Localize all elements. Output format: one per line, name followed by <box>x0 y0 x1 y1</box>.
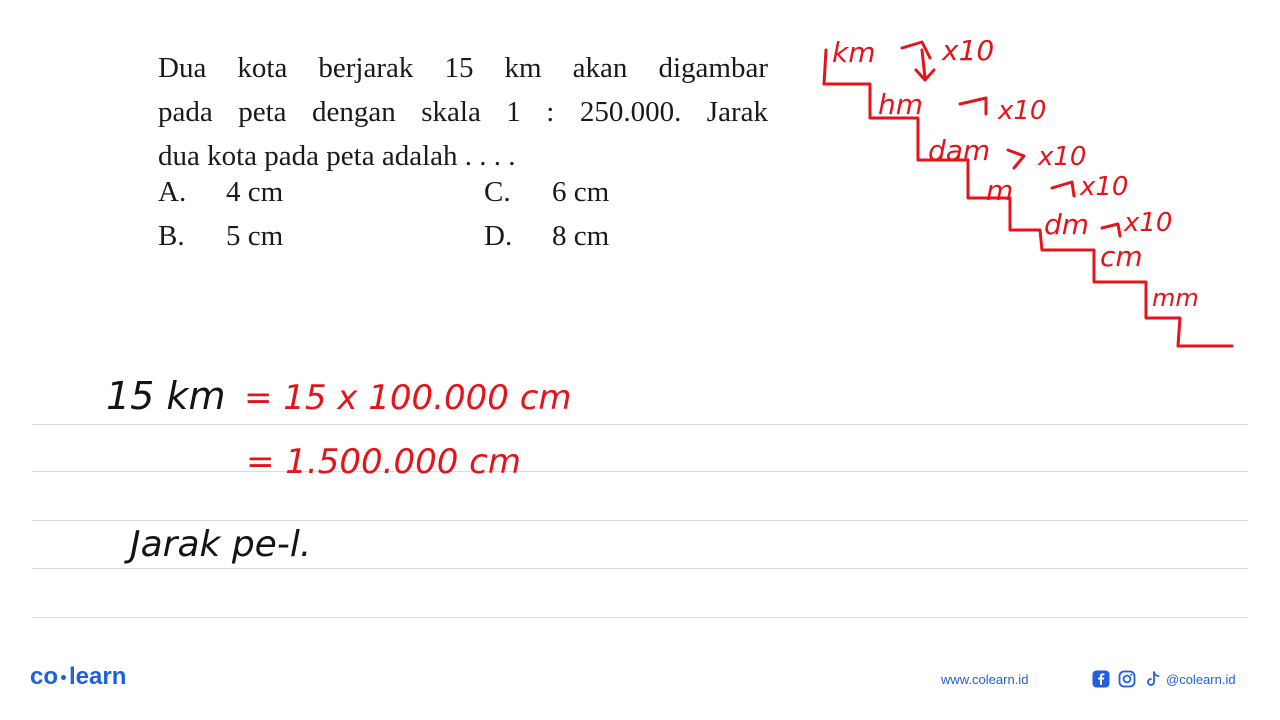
ladder-factor: x10 <box>1080 172 1129 202</box>
ladder-factor: x10 <box>1038 142 1087 172</box>
ladder-unit-hm: hm <box>878 88 924 121</box>
ladder-factor: x10 <box>942 34 995 67</box>
ruled-line <box>32 617 1248 618</box>
facebook-icon[interactable] <box>1092 670 1110 688</box>
question-line: pada peta dengan skala 1 : 250.000. Jarak <box>158 96 768 128</box>
ruled-line <box>32 520 1248 521</box>
question-text <box>158 46 768 178</box>
ruled-line <box>32 471 1248 472</box>
ladder-unit-dam: dam <box>928 134 991 167</box>
option-a: A. 4 cm <box>158 176 284 208</box>
ruled-line <box>32 424 1248 425</box>
colearn-logo: co learn <box>30 663 127 690</box>
ruled-line <box>32 568 1248 569</box>
question-line: Dua kota berjarak 15 km akan digambar <box>158 52 768 84</box>
ladder-unit-mm: mm <box>1152 284 1199 312</box>
ladder-factor: x10 <box>998 96 1047 126</box>
option-d: D. 8 cm <box>484 220 610 252</box>
ladder-unit-km: km <box>832 36 876 69</box>
work-line3: Jarak pe-l. <box>130 524 312 565</box>
social-handle[interactable]: @colearn.id <box>1166 672 1236 687</box>
instagram-icon[interactable] <box>1118 670 1136 688</box>
question-line: dua kota pada peta adalah . . . . <box>158 140 516 172</box>
option-b: B. 5 cm <box>158 220 284 252</box>
work-line1-left: 15 km <box>106 374 226 418</box>
ladder-factor: x10 <box>1124 208 1173 238</box>
option-c: C. 6 cm <box>484 176 610 208</box>
ladder-unit-dm: dm <box>1044 208 1090 241</box>
ladder-unit-m: m <box>986 174 1014 207</box>
work-line2: = 1.500.000 cm <box>246 442 521 482</box>
website-link[interactable]: www.colearn.id <box>941 672 1029 687</box>
work-line1-right: = 15 x 100.000 cm <box>244 378 572 418</box>
tiktok-icon[interactable] <box>1144 670 1162 688</box>
ladder-unit-cm: cm <box>1100 240 1143 273</box>
